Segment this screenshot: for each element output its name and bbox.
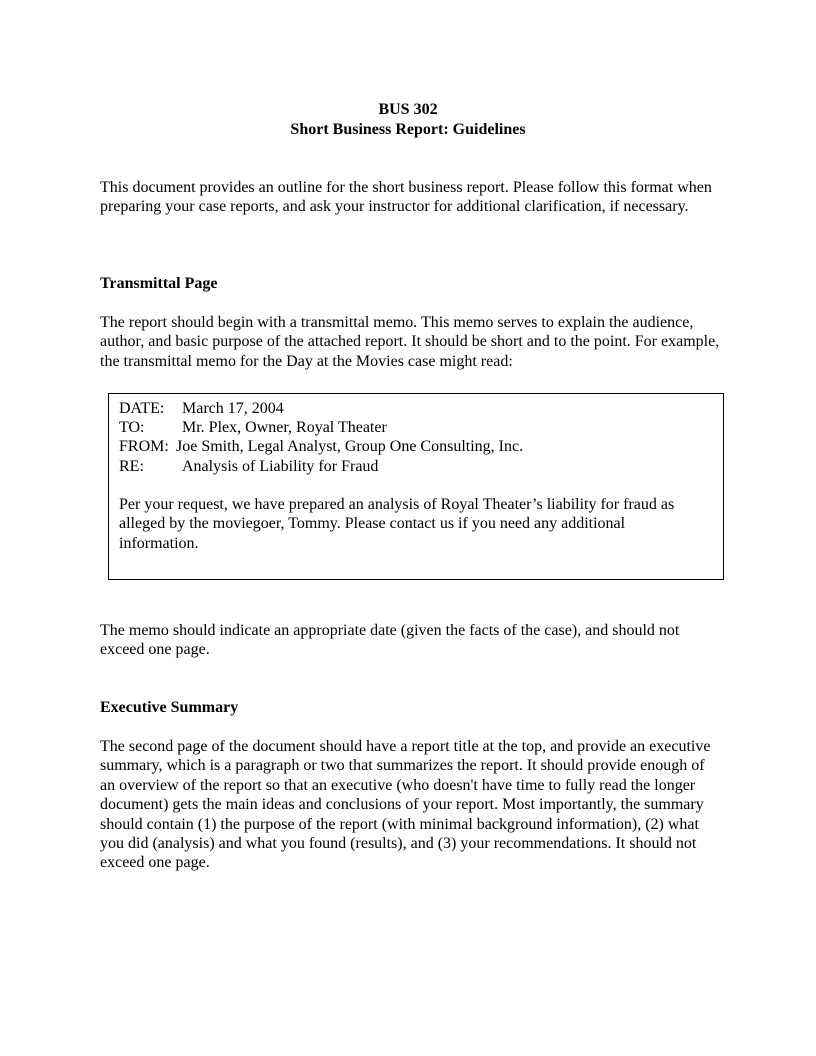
sample-memo-box — [108, 393, 724, 580]
memo-body-line: information. — [119, 534, 199, 552]
memo-body-line: Per your request, we have prepared an analysis of Royal Theater’s liability for fraud as — [119, 496, 675, 513]
memo-date-label: DATE: — [119, 400, 165, 417]
intro-line: preparing your case reports, and ask your instructor for additional clarification, if necessary. — [100, 198, 689, 216]
memo-from-row — [119, 437, 523, 456]
summary-line: you did (analysis) and what you found (results), and (3) your recommendations. It should not — [100, 835, 697, 853]
document-title: Short Business Report: Guidelines — [290, 121, 526, 138]
summary-line: The second page of the document should have a report title at the top, and provide an executive — [100, 738, 711, 755]
memo-from-value: Joe Smith, Legal Analyst, Group One Consulting, Inc. — [176, 438, 524, 455]
memo-re-label: RE: — [119, 458, 144, 475]
memo-to-row — [119, 418, 387, 437]
intro-line: This document provides an outline for the short business report. Please follow this format when — [100, 179, 712, 196]
summary-line: should contain (1) the purpose of the report (with minimal background information), (2) what — [100, 815, 699, 833]
summary-line: document) gets the main ideas and conclusions of your report. Most importantly, the summary — [100, 796, 704, 814]
memo-note-line: The memo should indicate an appropriate date (given the facts of the case), and should not — [100, 622, 680, 639]
memo-to-value: Mr. Plex, Owner, Royal Theater — [182, 419, 387, 436]
memo-date-value: March 17, 2004 — [182, 400, 284, 417]
transmittal-line: author, and basic purpose of the attached report. It should be short and to the point. For example, — [100, 333, 720, 351]
transmittal-line: The report should begin with a transmittal memo. This memo serves to explain the audience, — [100, 314, 694, 331]
course-code: BUS 302 — [378, 101, 438, 118]
summary-line: exceed one page. — [100, 854, 210, 872]
memo-date-row — [119, 399, 284, 418]
executive-summary-paragraph — [100, 737, 750, 873]
transmittal-heading: Transmittal Page — [100, 275, 218, 292]
summary-line: summary, which is a paragraph or two that summarizes the report. It should provide enough of — [100, 757, 705, 775]
memo-re-row — [119, 457, 378, 476]
memo-to-label: TO: — [119, 419, 145, 436]
intro-paragraph — [100, 178, 750, 217]
summary-line: an overview of the report so that an executive (who doesn't have time to fully read the longer — [100, 776, 696, 794]
transmittal-paragraph — [100, 313, 750, 371]
memo-note-paragraph — [100, 621, 750, 660]
memo-body-line: alleged by the moviegoer, Tommy. Please contact us if you need any additional — [119, 515, 626, 533]
executive-summary-heading: Executive Summary — [100, 699, 239, 716]
memo-note-line: exceed one page. — [100, 641, 210, 659]
memo-from-label: FROM: — [119, 438, 169, 455]
memo-re-value: Analysis of Liability for Fraud — [182, 458, 379, 475]
memo-body — [119, 495, 709, 553]
transmittal-line: the transmittal memo for the Day at the Movies case might read: — [100, 352, 513, 370]
